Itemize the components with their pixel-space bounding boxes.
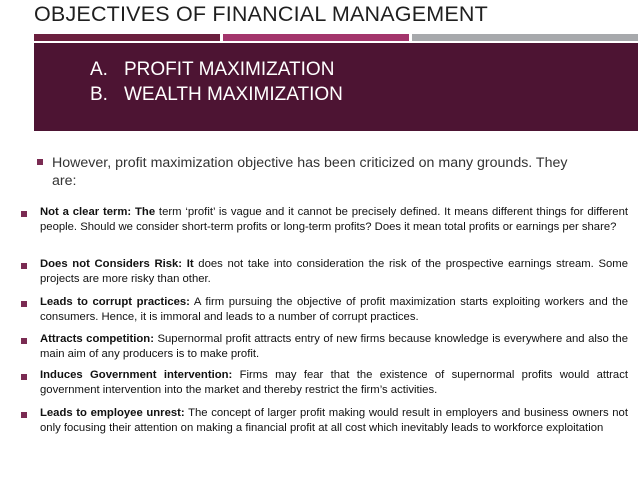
point-body: Supernormal profit attracts entry of new firms because knowledge is everywhere and also the main aim of any producers is to make profit. <box>40 333 628 360</box>
point-heading: Attracts competition: <box>40 333 154 345</box>
objective-text: WEALTH MAXIMIZATION <box>124 84 343 105</box>
point-heading: Induces Government intervention: <box>40 369 233 381</box>
bullet-square-icon <box>21 301 27 307</box>
criticism-point <box>40 332 628 361</box>
criticism-point <box>40 205 628 234</box>
bullet-square-icon <box>21 338 27 344</box>
criticism-point <box>40 368 628 397</box>
bullet-square-icon <box>21 412 27 418</box>
objective-letter: A. <box>90 59 108 80</box>
slide-title: OBJECTIVES OF FINANCIAL MANAGEMENT <box>34 2 488 26</box>
point-body: Firms may fear that the existence of supernormal profits would attract government intervention into the market and thereby restrict the firm’s activities. <box>40 369 628 396</box>
bullet-square-icon <box>21 211 27 217</box>
objective-letter: B. <box>90 84 108 105</box>
bullet-square-icon <box>21 263 27 269</box>
point-body: term ‘profit’ is vague and it cannot be precisely defined. It means different things for different people. Should we consider short-term profits or long-term profits? Does it mean total profits or earnings per share? <box>40 206 628 233</box>
bullet-square-icon <box>37 159 43 165</box>
point-body: A firm pursuing the objective of profit maximization starts exploiting workers and the consumers. Hence, it is immoral and leads to a number of corrupt practices. <box>40 296 629 323</box>
intro-text: However, profit maximization objective has been criticized on many grounds. They are: <box>52 155 568 189</box>
point-heading: Does not Considers Risk: It <box>40 258 194 270</box>
point-heading: Not a clear term: The <box>40 206 156 218</box>
objective-text: PROFIT MAXIMIZATION <box>124 59 335 80</box>
objective-item <box>90 59 334 81</box>
criticism-point <box>40 406 628 435</box>
accent-stripe-dark <box>34 34 220 41</box>
criticism-point <box>40 295 628 324</box>
point-body: The concept of larger profit making would result in employers and business owners not only focusing their attention on making a financial profit at all cost which inevitably leads to workforce exploitation <box>40 407 628 434</box>
objectives-banner <box>34 43 638 131</box>
criticism-point <box>40 257 628 286</box>
point-heading: Leads to corrupt practices: <box>40 296 190 308</box>
point-body: does not take into consideration the risk of the prospective earnings stream. Some projects are more risky than other. <box>40 258 628 285</box>
point-heading: Leads to employee unrest: <box>40 407 185 419</box>
accent-stripe-gray <box>412 34 638 41</box>
objective-item <box>90 84 343 106</box>
bullet-square-icon <box>21 374 27 380</box>
accent-stripe-pink <box>223 34 409 41</box>
